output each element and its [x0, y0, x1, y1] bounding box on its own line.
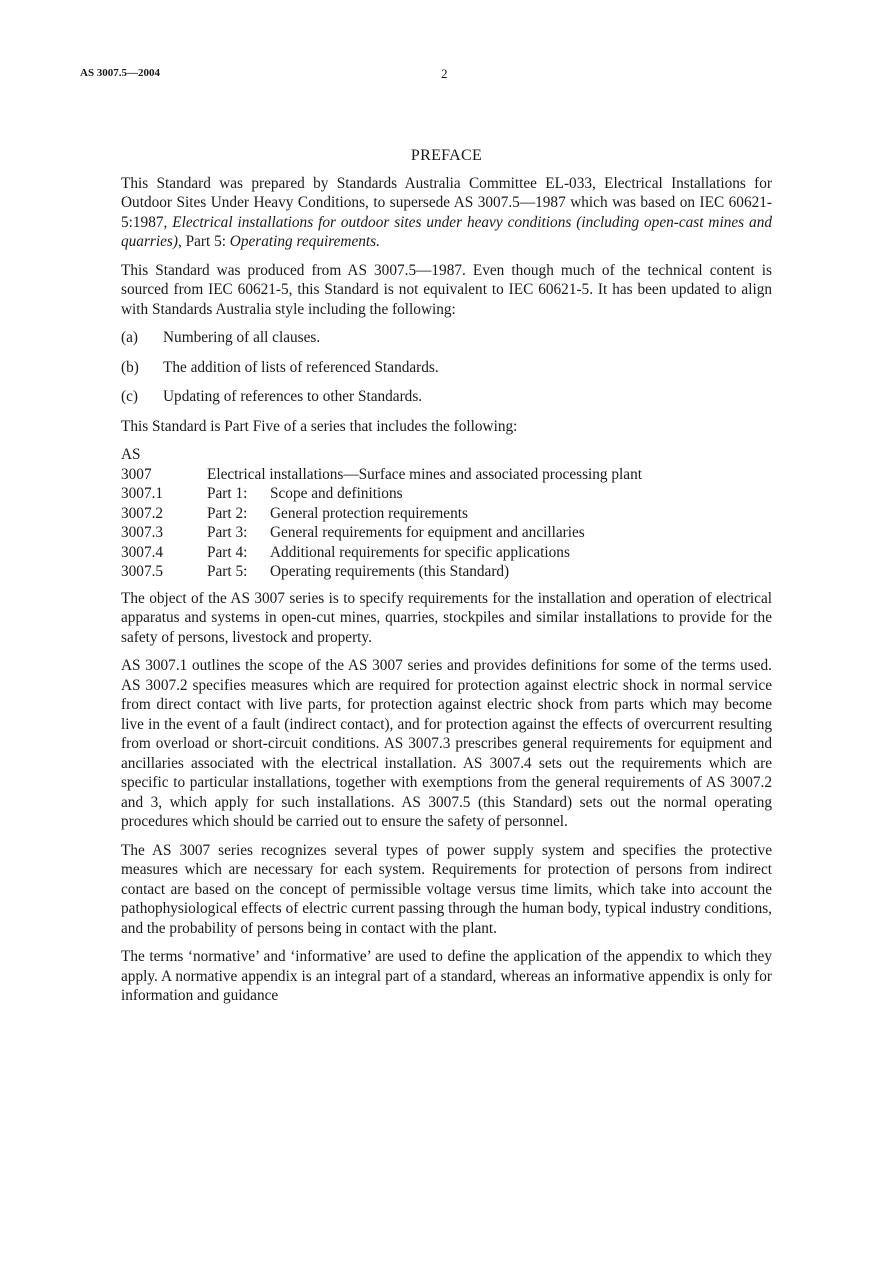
paragraph-intro-italic-b: Operating requirements.	[229, 233, 380, 250]
series-list	[121, 445, 772, 582]
list-item-text: Updating of references to other Standards.	[163, 388, 423, 405]
series-part: Part 5:	[207, 563, 248, 580]
paragraph-intro	[121, 174, 772, 252]
series-number: 3007.1	[121, 485, 164, 502]
paragraph-object: The object of the AS 3007 series is to specify requirements for the installation and operation of electrical apparatus and systems in open-cut mines, quarries, stockpiles and similar installations to provide for the safety of persons, livestock and property.	[121, 589, 772, 646]
list-item-label: (c)	[121, 388, 138, 405]
document-id: AS 3007.5—2004	[80, 67, 161, 79]
series-title: General requirements for equipment and ancillaries	[270, 524, 585, 541]
paragraph-intro-text-b: , Part 5:	[177, 233, 230, 250]
series-row	[121, 465, 772, 485]
preface-section	[121, 146, 772, 1015]
series-part: Part 1:	[207, 485, 248, 502]
series-row	[121, 523, 772, 543]
list-item-text: Numbering of all clauses.	[163, 329, 321, 346]
series-row	[121, 562, 772, 582]
series-title: General protection requirements	[270, 504, 468, 522]
series-part: Part 4:	[207, 543, 248, 561]
series-part: Part 2:	[207, 504, 248, 522]
series-title: Electrical installations—Surface mines and associated processing plant	[207, 465, 642, 483]
series-header: AS	[121, 446, 141, 463]
list-item	[121, 358, 772, 378]
series-number: 3007.4	[121, 543, 164, 561]
paragraph-origin: This Standard was produced from AS 3007.5—1987. Even though much of the technical content is sourced from IEC 60621-5, this Standard is not equivalent to IEC 60621-5. It has been updated to align with Standards Australia style including the following:	[121, 261, 772, 318]
list-item-label: (a)	[121, 329, 138, 346]
update-list	[121, 328, 772, 407]
list-item	[121, 387, 772, 407]
series-number: 3007.3	[121, 524, 164, 541]
series-part: Part 3:	[207, 524, 248, 541]
series-row	[121, 504, 772, 524]
series-title: Scope and definitions	[270, 485, 403, 502]
series-row	[121, 543, 772, 563]
paragraph-power-supply: The AS 3007 series recognizes several types of power supply system and specifies the protective measures which are necessary for each system. Requirements for protection of persons from indirect contact are based on the concept of permissible voltage versus time limits, which take into account the pathophysiological effects of electric current passing through the human body, typical industry conditions, and the probability of persons being in contact with the plant.	[121, 841, 772, 937]
list-item-label: (b)	[121, 358, 139, 376]
paragraph-parts-overview: AS 3007.1 outlines the scope of the AS 3007 series and provides definitions for some of the terms used. AS 3007.2 specifies measures which are required for protection against electric shock in normal service from direct contact with live parts, for protection against electric shock from parts which may become live in the event of a fault (indirect contact), and for protection against the effects of overcurrent resulting from overload or short-circuit conditions. AS 3007.3 prescribes general requirements for equipment and ancillaries associated with the electrical installation. AS 3007.4 sets out the requirements which are specific to particular installations, together with exemptions from the general requirements of AS 3007.2 and 3, which apply for such installations. AS 3007.5 (this Standard) sets out the normal operating procedures which should be carried out to ensure the safety of personnel.	[121, 657, 772, 830]
paragraph-normative: The terms ‘normative’ and ‘informative’ are used to define the application of the appendix to which they apply. A normative appendix is an integral part of a standard, whereas an informative appendix is only for information and guidance	[121, 948, 772, 1004]
page-number: 2	[441, 66, 448, 81]
series-number: 3007	[121, 465, 152, 483]
list-item-text: The addition of lists of referenced Standards.	[163, 358, 439, 376]
paragraph-series-intro: This Standard is Part Five of a series that includes the following:	[121, 417, 518, 435]
paragraph-intro-italic-a: Electrical installations for outdoor sites under heavy conditions (including open-cast mines and quarries)	[121, 213, 772, 250]
series-row	[121, 484, 772, 504]
page-title: PREFACE	[410, 147, 483, 164]
series-title: Additional requirements for specific applications	[270, 543, 570, 561]
list-item	[121, 328, 772, 348]
series-number: 3007.5	[121, 563, 164, 580]
series-title: Operating requirements (this Standard)	[270, 563, 510, 580]
paragraph-intro-text-a: This Standard was prepared by Standards Australia Committee EL-033, Electrical Installations for Outdoor Sites Under Heavy Conditions, to supersede AS 3007.5—1987 which was based on IEC 60621-5:1987,	[121, 174, 772, 231]
series-number: 3007.2	[121, 504, 164, 522]
